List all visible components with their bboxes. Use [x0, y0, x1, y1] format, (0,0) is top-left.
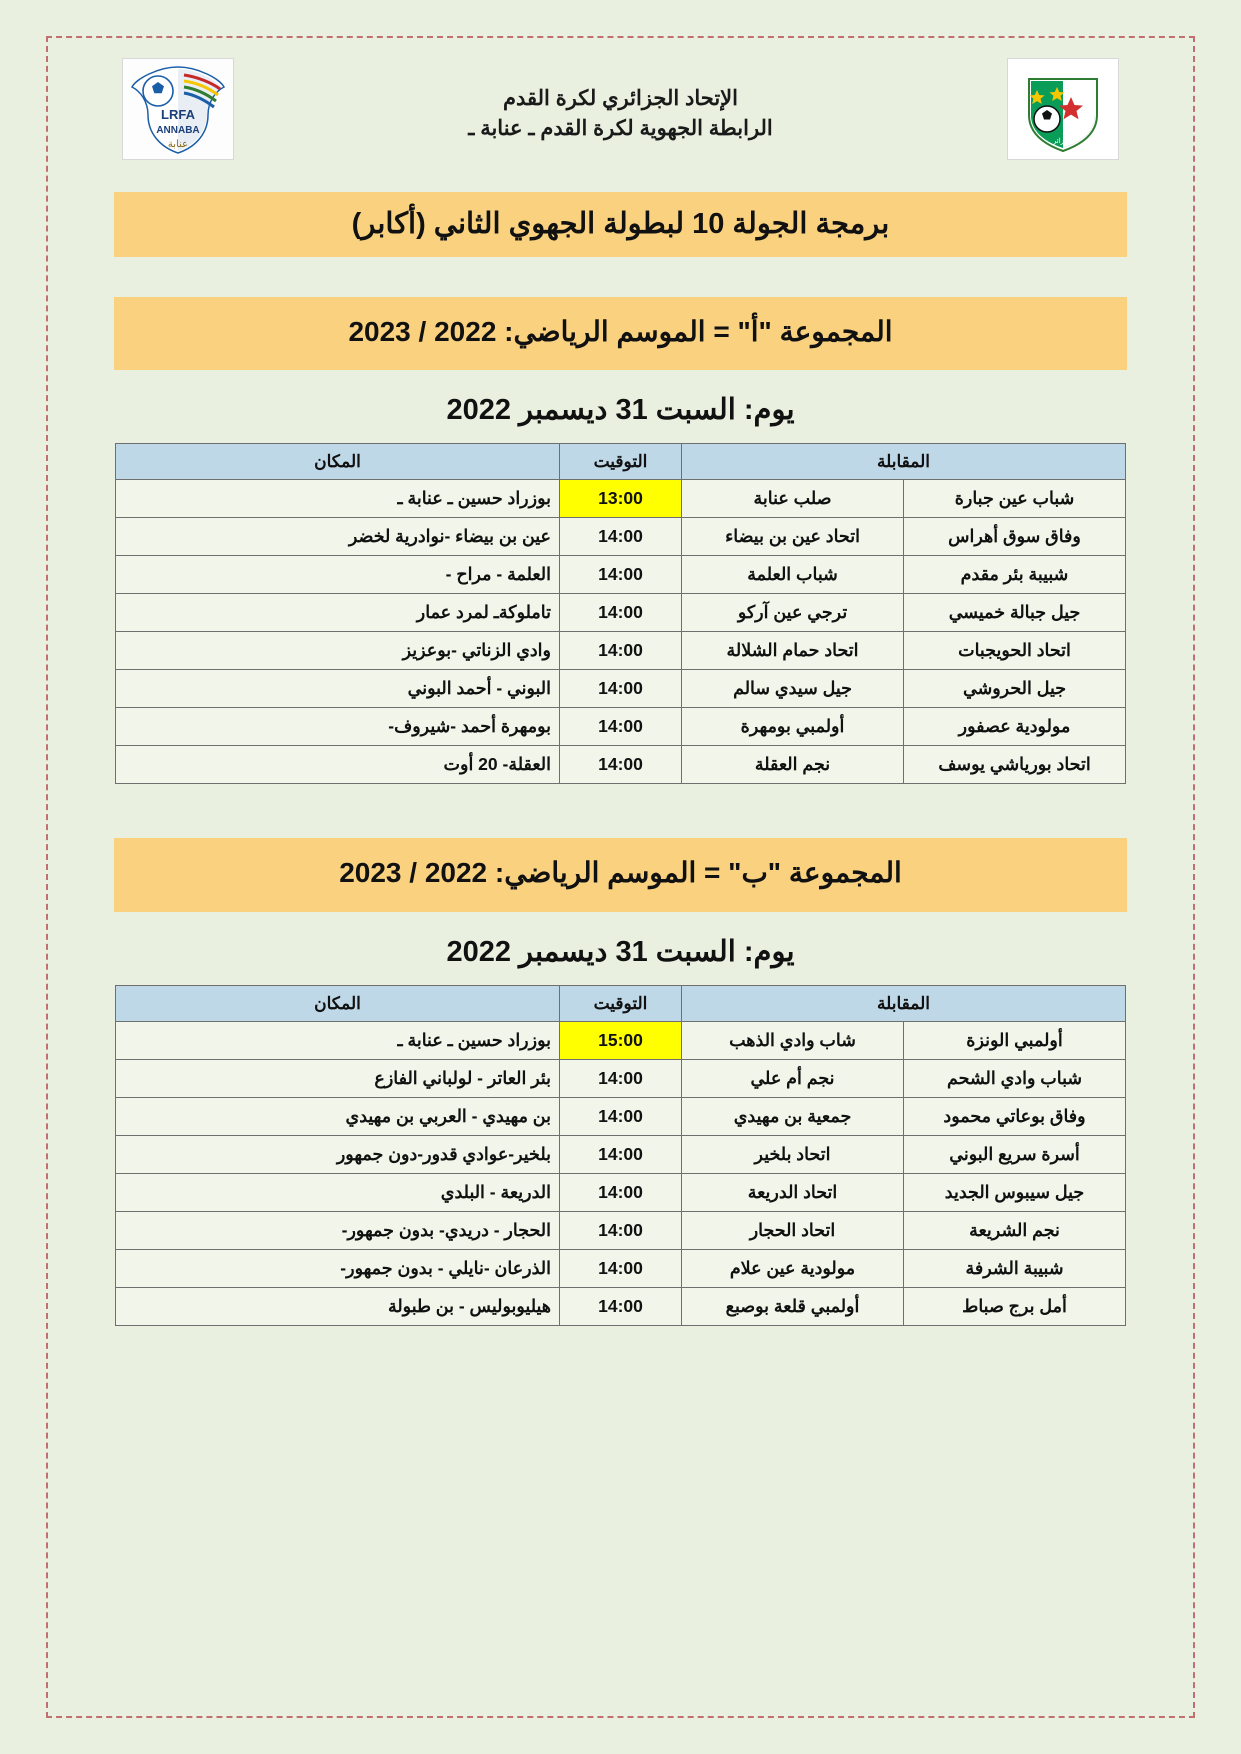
table-row: [116, 1022, 1126, 1060]
team-a: أمل برج صباط: [904, 1288, 1126, 1326]
match-place: البوني - أحمد البوني: [116, 670, 560, 708]
column-header-match: المقابلة: [682, 444, 1126, 480]
team-a: نجم الشريعة: [904, 1212, 1126, 1250]
match-place: الدريعة - البلدي: [116, 1174, 560, 1212]
team-a: أسرة سريع البوني: [904, 1136, 1126, 1174]
document-header: [80, 58, 1161, 166]
column-header-place: المكان: [116, 444, 560, 480]
match-place: عين بن بيضاء -نوادرية لخضر: [116, 518, 560, 556]
team-b: شاب وادي الذهب: [682, 1022, 904, 1060]
match-place: الحجار - دريدي- بدون جمهور-: [116, 1212, 560, 1250]
match-place: وادي الزناتي -بوعزيز: [116, 632, 560, 670]
match-time: 14:00: [560, 556, 682, 594]
match-time: 14:00: [560, 1060, 682, 1098]
team-a: جيل جبالة خميسي: [904, 594, 1126, 632]
group-a-day: يوم: السبت 31 ديسمبر 2022: [446, 394, 795, 427]
match-time: 14:00: [560, 518, 682, 556]
group-b-schedule-table: [115, 985, 1126, 1326]
team-b: اتحاد الحجار: [682, 1212, 904, 1250]
team-b: شباب العلمة: [682, 556, 904, 594]
team-b: ترجي عين آركو: [682, 594, 904, 632]
team-a: شباب وادي الشحم: [904, 1060, 1126, 1098]
table-row: [116, 556, 1126, 594]
faf-emblem-icon: [1011, 63, 1115, 155]
group-b-day: يوم: السبت 31 ديسمبر 2022: [446, 936, 795, 969]
table-row: [116, 1174, 1126, 1212]
match-time: 14:00: [560, 1174, 682, 1212]
match-time: 14:00: [560, 1212, 682, 1250]
team-b: جمعية بن مهيدي: [682, 1098, 904, 1136]
match-time: 14:00: [560, 1098, 682, 1136]
lrfa-annaba-logo: [122, 58, 234, 160]
team-b: جيل سيدي سالم: [682, 670, 904, 708]
team-a: شباب عين جبارة: [904, 480, 1126, 518]
match-place: بن مهيدي - العربي بن مهيدي: [116, 1098, 560, 1136]
team-a: جيل سيبوس الجديد: [904, 1174, 1126, 1212]
document-content: [34, 30, 1207, 1344]
team-b: اتحاد بلخير: [682, 1136, 904, 1174]
team-a: شبيبة بئر مقدم: [904, 556, 1126, 594]
table-row: [116, 1250, 1126, 1288]
table-row: [116, 1098, 1126, 1136]
team-b: أولمبي قلعة بوصبع: [682, 1288, 904, 1326]
table-row: [116, 480, 1126, 518]
group-a-schedule-table: [115, 443, 1126, 784]
federation-name: الإتحاد الجزائري لكرة القدم: [502, 87, 738, 110]
team-b: اتحاد حمام الشلالة: [682, 632, 904, 670]
match-time: 14:00: [560, 708, 682, 746]
match-place: هيليوبوليس - بن طبولة: [116, 1288, 560, 1326]
match-place: تاملوكةـ لمرد عمار: [116, 594, 560, 632]
algerian-football-federation-logo: [1007, 58, 1119, 160]
team-a: وفاق سوق أهراس: [904, 518, 1126, 556]
table-row: [116, 1212, 1126, 1250]
match-time: 14:00: [560, 1288, 682, 1326]
lrfa-logo-subtext: ANNABA: [156, 125, 200, 136]
table-row: [116, 1136, 1126, 1174]
team-b: أولمبي بومهرة: [682, 708, 904, 746]
team-a: أولمبي الونزة: [904, 1022, 1126, 1060]
table-row: [116, 708, 1126, 746]
match-place: بومهرة أحمد -شيروف-: [116, 708, 560, 746]
table-header-row: [116, 444, 1126, 480]
team-b: مولودية عين علام: [682, 1250, 904, 1288]
match-time: 14:00: [560, 1250, 682, 1288]
team-b: اتحاد الدريعة: [682, 1174, 904, 1212]
table-header-row: [116, 986, 1126, 1022]
match-time: 14:00: [560, 632, 682, 670]
team-b: نجم أم علي: [682, 1060, 904, 1098]
match-time: 13:00: [560, 480, 682, 518]
team-b: نجم العقلة: [682, 746, 904, 784]
team-a: جيل الحروشي: [904, 670, 1126, 708]
team-a: وفاق بوعاتي محمود: [904, 1098, 1126, 1136]
page-title: برمجة الجولة 10 لبطولة الجهوي الثاني (أكابر): [114, 192, 1127, 257]
match-time: 14:00: [560, 1136, 682, 1174]
match-place: بوزراد حسين ـ عنابة ـ: [116, 1022, 560, 1060]
group-b-banner: المجموعة "ب" = الموسم الرياضي: 2022 / 2023: [114, 838, 1127, 912]
table-row: [116, 1288, 1126, 1326]
column-header-time: التوقيت: [560, 986, 682, 1022]
team-b: صلب عنابة: [682, 480, 904, 518]
table-row: [116, 1060, 1126, 1098]
federation-titles: [234, 58, 1007, 145]
group-a-banner: المجموعة "أ" = الموسم الرياضي: 2022 / 2023: [114, 297, 1127, 371]
team-a: اتحاد الحويجبات: [904, 632, 1126, 670]
lrfa-logo-arabic: عنابة: [167, 139, 189, 150]
match-time: 14:00: [560, 746, 682, 784]
table-row: [116, 632, 1126, 670]
match-place: بوزراد حسين ـ عنابة ـ: [116, 480, 560, 518]
table-row: [116, 670, 1126, 708]
league-name: الرابطة الجهوية لكرة القدم ـ عنابة ـ: [468, 117, 773, 141]
svg-text:الجزائر: الجزائر: [1052, 138, 1074, 145]
lrfa-logo-text: LRFA: [161, 107, 195, 122]
team-a: اتحاد بورياشي يوسف: [904, 746, 1126, 784]
team-a: مولودية عصفور: [904, 708, 1126, 746]
match-place: الذرعان -نايلي - بدون جمهور-: [116, 1250, 560, 1288]
table-row: [116, 746, 1126, 784]
lrfa-emblem-icon: [124, 61, 232, 157]
match-time: 14:00: [560, 670, 682, 708]
match-time: 15:00: [560, 1022, 682, 1060]
match-place: العلمة - مراح -: [116, 556, 560, 594]
column-header-place: المكان: [116, 986, 560, 1022]
table-row: [116, 594, 1126, 632]
team-a: شبيبة الشرفة: [904, 1250, 1126, 1288]
team-b: اتحاد عين بن بيضاء: [682, 518, 904, 556]
column-header-time: التوقيت: [560, 444, 682, 480]
table-row: [116, 518, 1126, 556]
match-place: بلخير-عوادي قدور-دون جمهور: [116, 1136, 560, 1174]
column-header-match: المقابلة: [682, 986, 1126, 1022]
match-time: 14:00: [560, 594, 682, 632]
match-place: العقلة- 20 أوت: [116, 746, 560, 784]
match-place: بئر العاتر - لولباني الفازع: [116, 1060, 560, 1098]
